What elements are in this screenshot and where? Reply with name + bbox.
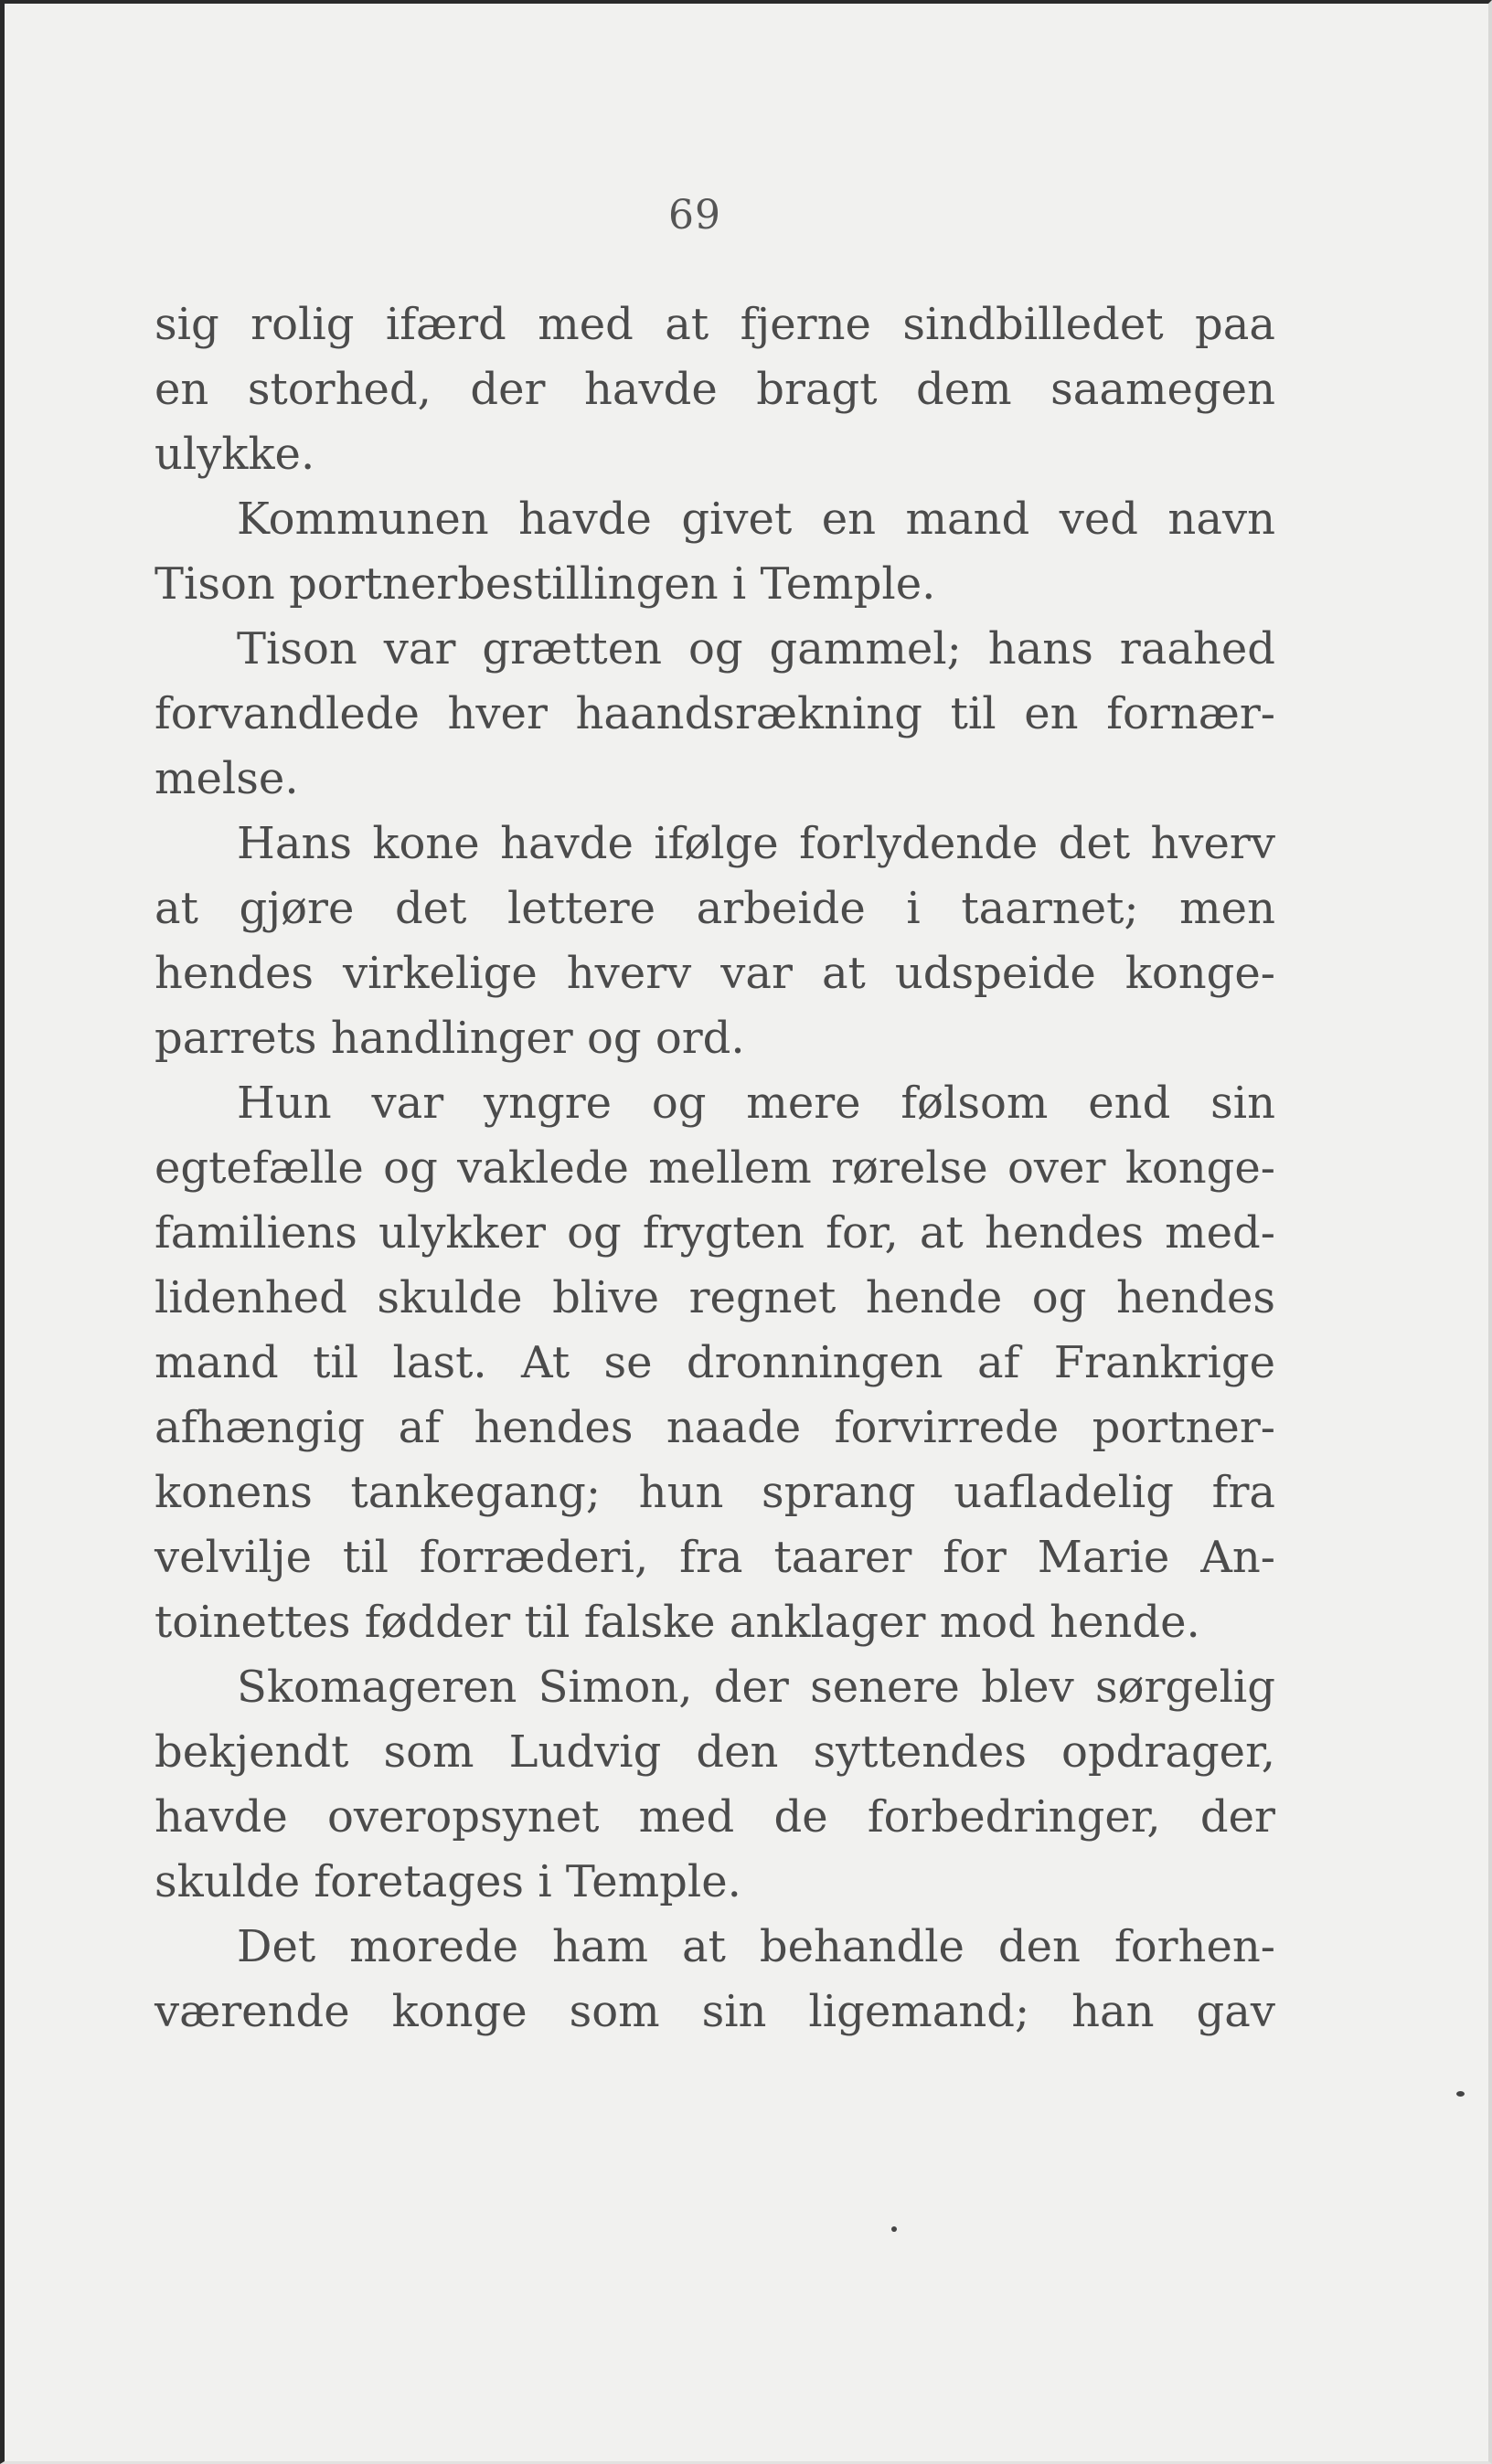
body-text: [155, 292, 1275, 2044]
text-line: mand til last. At se dronningen af Frankrige: [155, 1337, 1275, 1388]
text-line: familiens ulykker og frygten for, at hendes med-: [155, 1207, 1275, 1259]
text-line: egtefælle og vaklede mellem rørelse over konge-: [155, 1142, 1275, 1194]
text-line: skulde foretages i Temple.: [155, 1856, 741, 1907]
text-line: Tison var grætten og gammel; hans raahed: [237, 623, 1275, 674]
paper-speck: [1456, 2091, 1465, 2097]
paper-speck: [891, 2226, 897, 2232]
text-line: afhængig af hendes naade forvirrede portner-: [155, 1402, 1275, 1453]
text-line: at gjøre det lettere arbeide i taarnet; men: [155, 883, 1275, 934]
text-line: melse.: [155, 753, 299, 804]
text-line: forvandlede hver haandsrækning til en fornær-: [155, 688, 1275, 739]
text-line: Tison portnerbestillingen i Temple.: [155, 558, 936, 610]
text-line: hendes virkelige hverv var at udspeide konge-: [155, 948, 1275, 999]
text-line: parrets handlinger og ord.: [155, 1013, 745, 1064]
text-line: velvilje til forræderi, fra taarer for Marie An-: [155, 1532, 1275, 1583]
text-line: værende konge som sin ligemand; han gav: [155, 1986, 1275, 2037]
text-line: Skomageren Simon, der senere blev sørgelig: [237, 1662, 1275, 1713]
text-line: lidenhed skulde blive regnet hende og hendes: [155, 1272, 1275, 1323]
text-line: havde overopsynet med de forbedringer, der: [155, 1791, 1275, 1843]
text-line: Hun var yngre og mere følsom end sin: [237, 1078, 1275, 1129]
page-number: 69: [668, 192, 721, 239]
text-line: Hans kone havde ifølge forlydende det hverv: [237, 818, 1275, 869]
text-line: sig rolig ifærd med at fjerne sindbilledet paa: [155, 299, 1275, 350]
text-line: en storhed, der havde bragt dem saamegen: [155, 364, 1275, 415]
text-line: Det morede ham at behandle den forhen-: [237, 1921, 1275, 1972]
text-line: ulykke.: [155, 429, 315, 480]
text-line: konens tankegang; hun sprang uafladelig fra: [155, 1467, 1275, 1518]
text-line: toinettes fødder til falske anklager mod hende.: [155, 1597, 1200, 1648]
text-line: bekjendt som Ludvig den syttendes opdrager,: [155, 1726, 1275, 1778]
text-line: Kommunen havde givet en mand ved navn: [237, 494, 1275, 545]
